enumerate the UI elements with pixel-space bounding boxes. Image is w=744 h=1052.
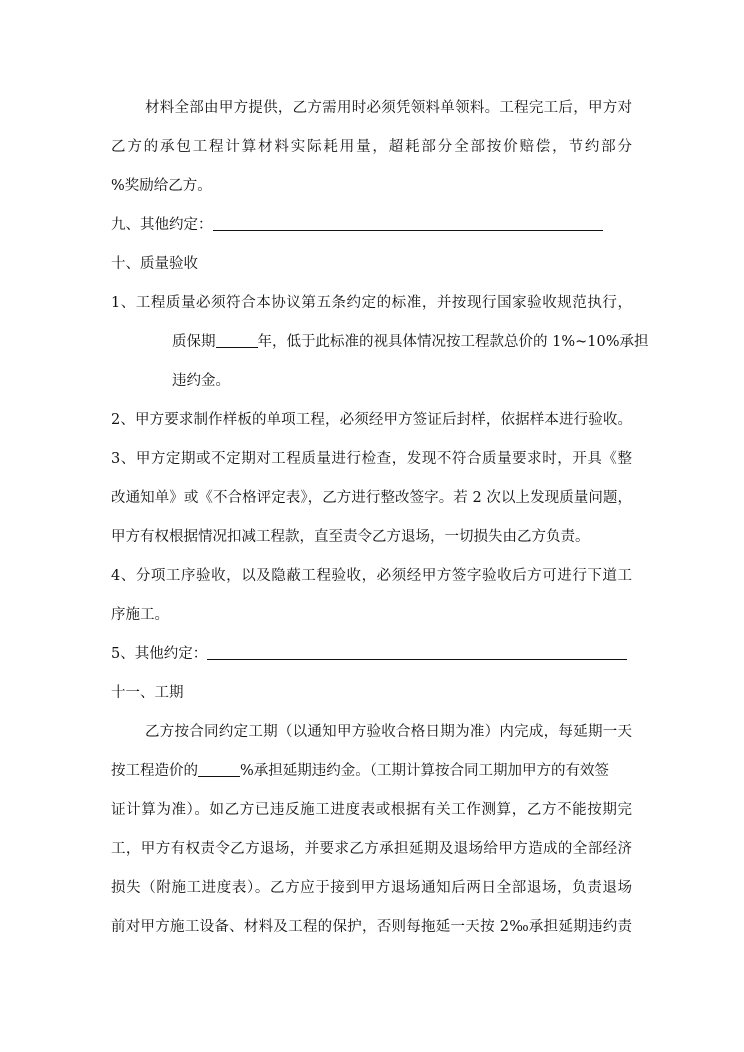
paragraph-line: 改通知单》或《不合格评定表》，乙方进行整改签字。若 2 次以上发现质量问题， bbox=[111, 490, 632, 506]
penalty-label: 按工程造价的 bbox=[111, 763, 198, 779]
penalty-rate-blank[interactable] bbox=[198, 760, 240, 777]
section-heading: 十一、工期 bbox=[111, 685, 184, 701]
paragraph-line: 乙方的承包工程计算材料实际耗用量，超耗部分全部按价赔偿，节约部分 bbox=[111, 139, 632, 155]
paragraph-line: 工，甲方有权责令乙方退场，并要求乙方承担延期及退场给甲方造成的全部经济 bbox=[111, 841, 632, 857]
penalty-text: %承担延期违约金。（工期计算按合同工期加甲方的有效签 bbox=[240, 763, 610, 779]
warranty-text: 年，低于此标准的视具体情况按工程款总价的 1%~10%承担 bbox=[257, 334, 649, 350]
other-agreement-label: 九、其他约定： bbox=[111, 217, 213, 233]
paragraph-line: 前对甲方施工设备、材料及工程的保护，否则每拖延一天按 2‰承担延期违约责 bbox=[111, 919, 632, 935]
paragraph-line: 材料全部由甲方提供，乙方需用时必须凭领料单领料。工程完工后，甲方对 bbox=[145, 100, 632, 116]
warranty-years-blank[interactable] bbox=[216, 331, 258, 348]
paragraph-line: 乙方按合同约定工期（以通知甲方验收合格日期为准）内完成，每延期一天 bbox=[145, 724, 632, 740]
other-agreement-9 bbox=[111, 214, 632, 236]
penalty-line bbox=[111, 760, 632, 782]
paragraph-line: 损失（附施工进度表）。乙方应于接到甲方退场通知后两日全部退场，负责退场 bbox=[111, 880, 632, 896]
paragraph-line: 违约金。 bbox=[172, 373, 230, 389]
paragraph-line: 证计算为准）。如乙方已违反施工进度表或根据有关工作测算，乙方不能按期完 bbox=[111, 802, 632, 818]
paragraph-line: 3、甲方定期或不定期对工程质量进行检查，发现不符合质量要求时，开具《整 bbox=[111, 451, 632, 467]
warranty-label: 质保期 bbox=[172, 334, 216, 350]
other-agreement-blank[interactable] bbox=[207, 643, 627, 660]
other-agreement-blank[interactable] bbox=[213, 214, 603, 231]
paragraph-line: 1、工程质量必须符合本协议第五条约定的标准，并按现行国家验收规范执行， bbox=[111, 295, 632, 311]
paragraph-line: 甲方有权根据情况扣减工程款，直至责令乙方退场，一切损失由乙方负责。 bbox=[111, 529, 590, 545]
other-agreement-5 bbox=[111, 643, 632, 665]
warranty-line bbox=[172, 331, 649, 353]
other-agreement-label: 5、其他约定： bbox=[111, 646, 208, 662]
section-heading: 十、质量验收 bbox=[111, 256, 198, 272]
paragraph-line: 序施工。 bbox=[111, 607, 169, 623]
paragraph-line: %奖励给乙方。 bbox=[111, 178, 212, 194]
paragraph-line: 2、甲方要求制作样板的单项工程，必须经甲方签证后封样，依据样本进行验收。 bbox=[111, 412, 632, 428]
paragraph-line: 4、分项工序验收，以及隐蔽工程验收，必须经甲方签字验收后方可进行下道工 bbox=[111, 568, 632, 584]
